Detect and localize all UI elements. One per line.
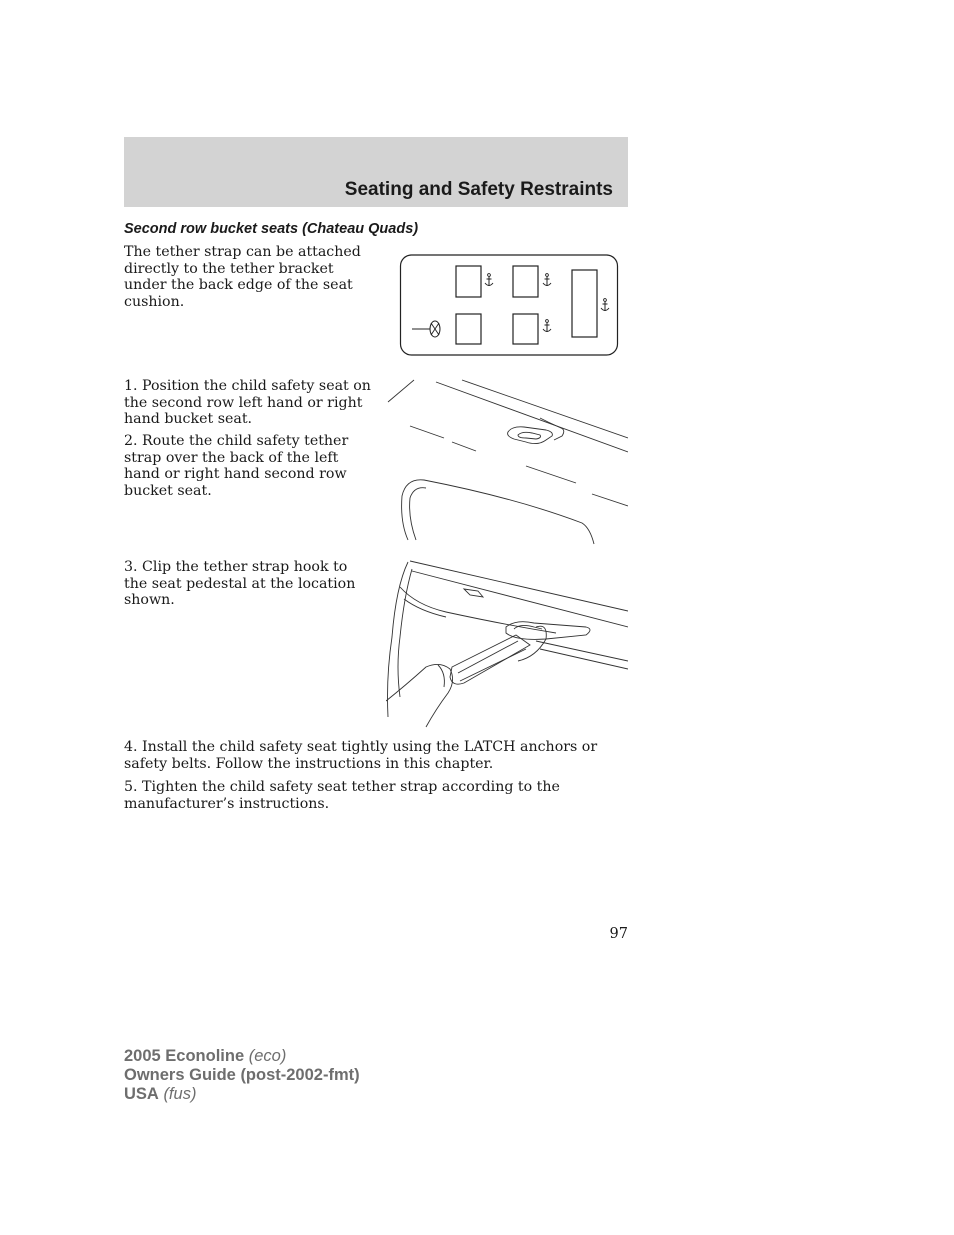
- tether-hook-pedestal-illustration: [386, 557, 628, 729]
- seat-back-tether-illustration: [386, 378, 628, 546]
- seat-second-right: [513, 314, 538, 344]
- rear-bench-seat: [572, 270, 597, 337]
- subheading: Second row bucket seats (Chateau Quads): [124, 221, 419, 237]
- document-footer: [124, 1047, 360, 1104]
- footer-model-code: (eco): [248, 1047, 287, 1065]
- footer-market: USA: [124, 1085, 159, 1103]
- section-title: Seating and Safety Restraints: [344, 179, 613, 200]
- step-4: 4. Install the child safety seat tightly using the LATCH anchors or safety belts. Follow the instructions in this chapter.: [124, 739, 598, 772]
- seat-second-left: [456, 314, 481, 344]
- footer-guide: Owners Guide (post-2002-fmt): [124, 1066, 360, 1084]
- footer-model: 2005 Econoline: [124, 1047, 245, 1065]
- seat-front-right: [513, 266, 538, 297]
- step-2: 2. Route the child safety tether strap over the back of the left hand or right hand second row bucket seat.: [124, 433, 349, 499]
- section-header-band: [124, 137, 628, 207]
- seat-layout-diagram: [399, 254, 619, 358]
- intro-paragraph: The tether strap can be attached directly to the tether bracket under the back edge of the seat cushion.: [124, 244, 361, 310]
- step-3: 3. Clip the tether strap hook to the seat pedestal at the location shown.: [124, 559, 356, 608]
- footer-line-1: [124, 1047, 360, 1066]
- step-1: 1. Position the child safety seat on the second row left hand or right hand bucket seat.: [124, 378, 371, 427]
- page-number: 97: [609, 926, 628, 942]
- footer-market-code: (fus): [163, 1085, 197, 1103]
- footer-line-3: [124, 1085, 360, 1104]
- footer-line-2: [124, 1066, 360, 1085]
- step-5: 5. Tighten the child safety seat tether strap according to the manufacturer’s instructions.: [124, 779, 560, 812]
- seat-front-left: [456, 266, 481, 297]
